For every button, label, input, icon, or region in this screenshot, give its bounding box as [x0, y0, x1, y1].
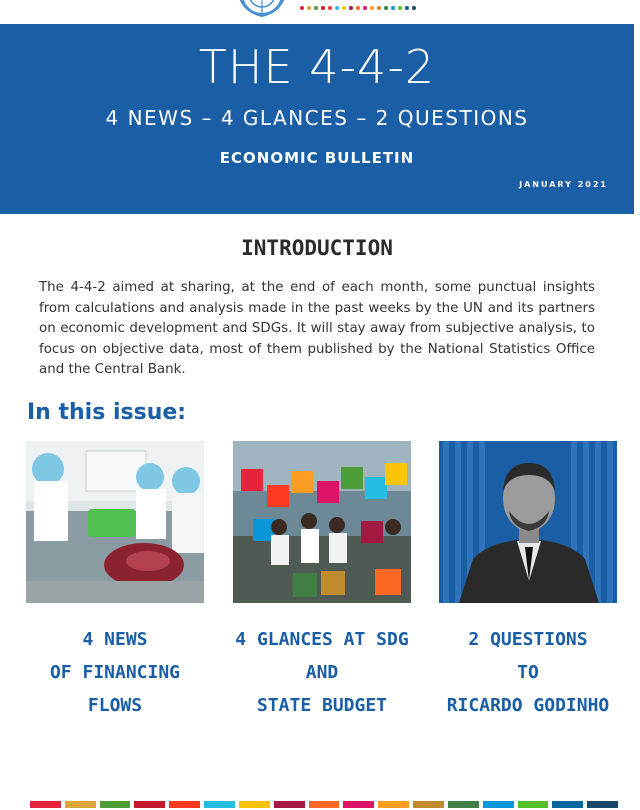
- issue-card-label: 4 GLANCES AT SDG AND STATE BUDGET: [235, 629, 409, 716]
- sdg-stripe-segment: [413, 801, 444, 808]
- lab-workers-photo: [26, 441, 204, 603]
- sdg-stripe-segment: [483, 801, 514, 808]
- bulletin-subtitle: 4 NEWS – 4 GLANCES – 2 QUESTIONS: [105, 106, 529, 130]
- sdg-dot: [342, 6, 346, 10]
- sdg-dot: [398, 6, 402, 10]
- intro-heading: INTRODUCTION: [241, 236, 393, 260]
- sdg-dot: [314, 6, 318, 10]
- sdg-stripe-segment: [100, 801, 131, 808]
- intro-paragraph: The 4-4-2 aimed at sharing, at the end of each month, some punctual insights from calculations and analysis made in the past weeks by the UN and its partners on economic development and SDGs. It will stay away from subjective analysis, to focus on objective data, most of them published by the National Statistics Office and the Central Bank.: [39, 280, 595, 377]
- sdg-dot: [412, 6, 416, 10]
- sdg-stripe-segment: [30, 801, 61, 808]
- sdg-stripe-segment: [587, 801, 618, 808]
- sdg-dot: [384, 6, 388, 10]
- sdg-stripe-segment: [309, 801, 340, 808]
- header-banner: [0, 24, 634, 214]
- sdg-dot: [321, 6, 325, 10]
- issue-card-questions[interactable]: [439, 441, 617, 722]
- issue-card-label: 4 NEWS OF FINANCING FLOWS: [49, 629, 181, 716]
- bulletin-type: ECONOMIC BULLETIN: [219, 149, 415, 167]
- sdg-dot: [391, 6, 395, 10]
- sdg-dot: [405, 6, 409, 10]
- sdg-stripe-segment: [378, 801, 409, 808]
- sdg-stripe-segment: [274, 801, 305, 808]
- in-this-issue-heading: In this issue:: [27, 400, 187, 425]
- sdg-dot: [370, 6, 374, 10]
- sdg-dot: [363, 6, 367, 10]
- sdg-stripe-segment: [65, 801, 96, 808]
- sdg-dots: [300, 6, 416, 10]
- sdg-dot: [356, 6, 360, 10]
- logo-bar: [0, 0, 640, 24]
- sdg-stripe-segment: [169, 801, 200, 808]
- sdg-dot: [335, 6, 339, 10]
- issue-card-news[interactable]: [26, 441, 204, 722]
- sdg-dot: [300, 6, 304, 10]
- sdg-stripe-segment: [518, 801, 549, 808]
- portrait-photo: [439, 441, 617, 603]
- sdg-dot: [349, 6, 353, 10]
- bulletin-title: THE 4-4-2: [198, 40, 436, 94]
- sdg-color-stripe: [30, 801, 618, 808]
- sdg-stripe-segment: [552, 801, 583, 808]
- sdg-dot: [307, 6, 311, 10]
- sdg-stripe-segment: [204, 801, 235, 808]
- sdg-dot: [328, 6, 332, 10]
- sdg-dot: [377, 6, 381, 10]
- issue-card-label: 2 QUESTIONS TO RICARDO GODINHO: [446, 629, 610, 716]
- sdg-crowd-photo: [233, 441, 411, 603]
- sdg-stripe-segment: [239, 801, 270, 808]
- sdg-stripe-segment: [134, 801, 165, 808]
- issue-card-sdg[interactable]: [233, 441, 411, 722]
- sdg-stripe-segment: [448, 801, 479, 808]
- bulletin-date: JANUARY 2021: [519, 180, 608, 189]
- sdg-stripe-segment: [343, 801, 374, 808]
- un-emblem-icon: [237, 0, 287, 18]
